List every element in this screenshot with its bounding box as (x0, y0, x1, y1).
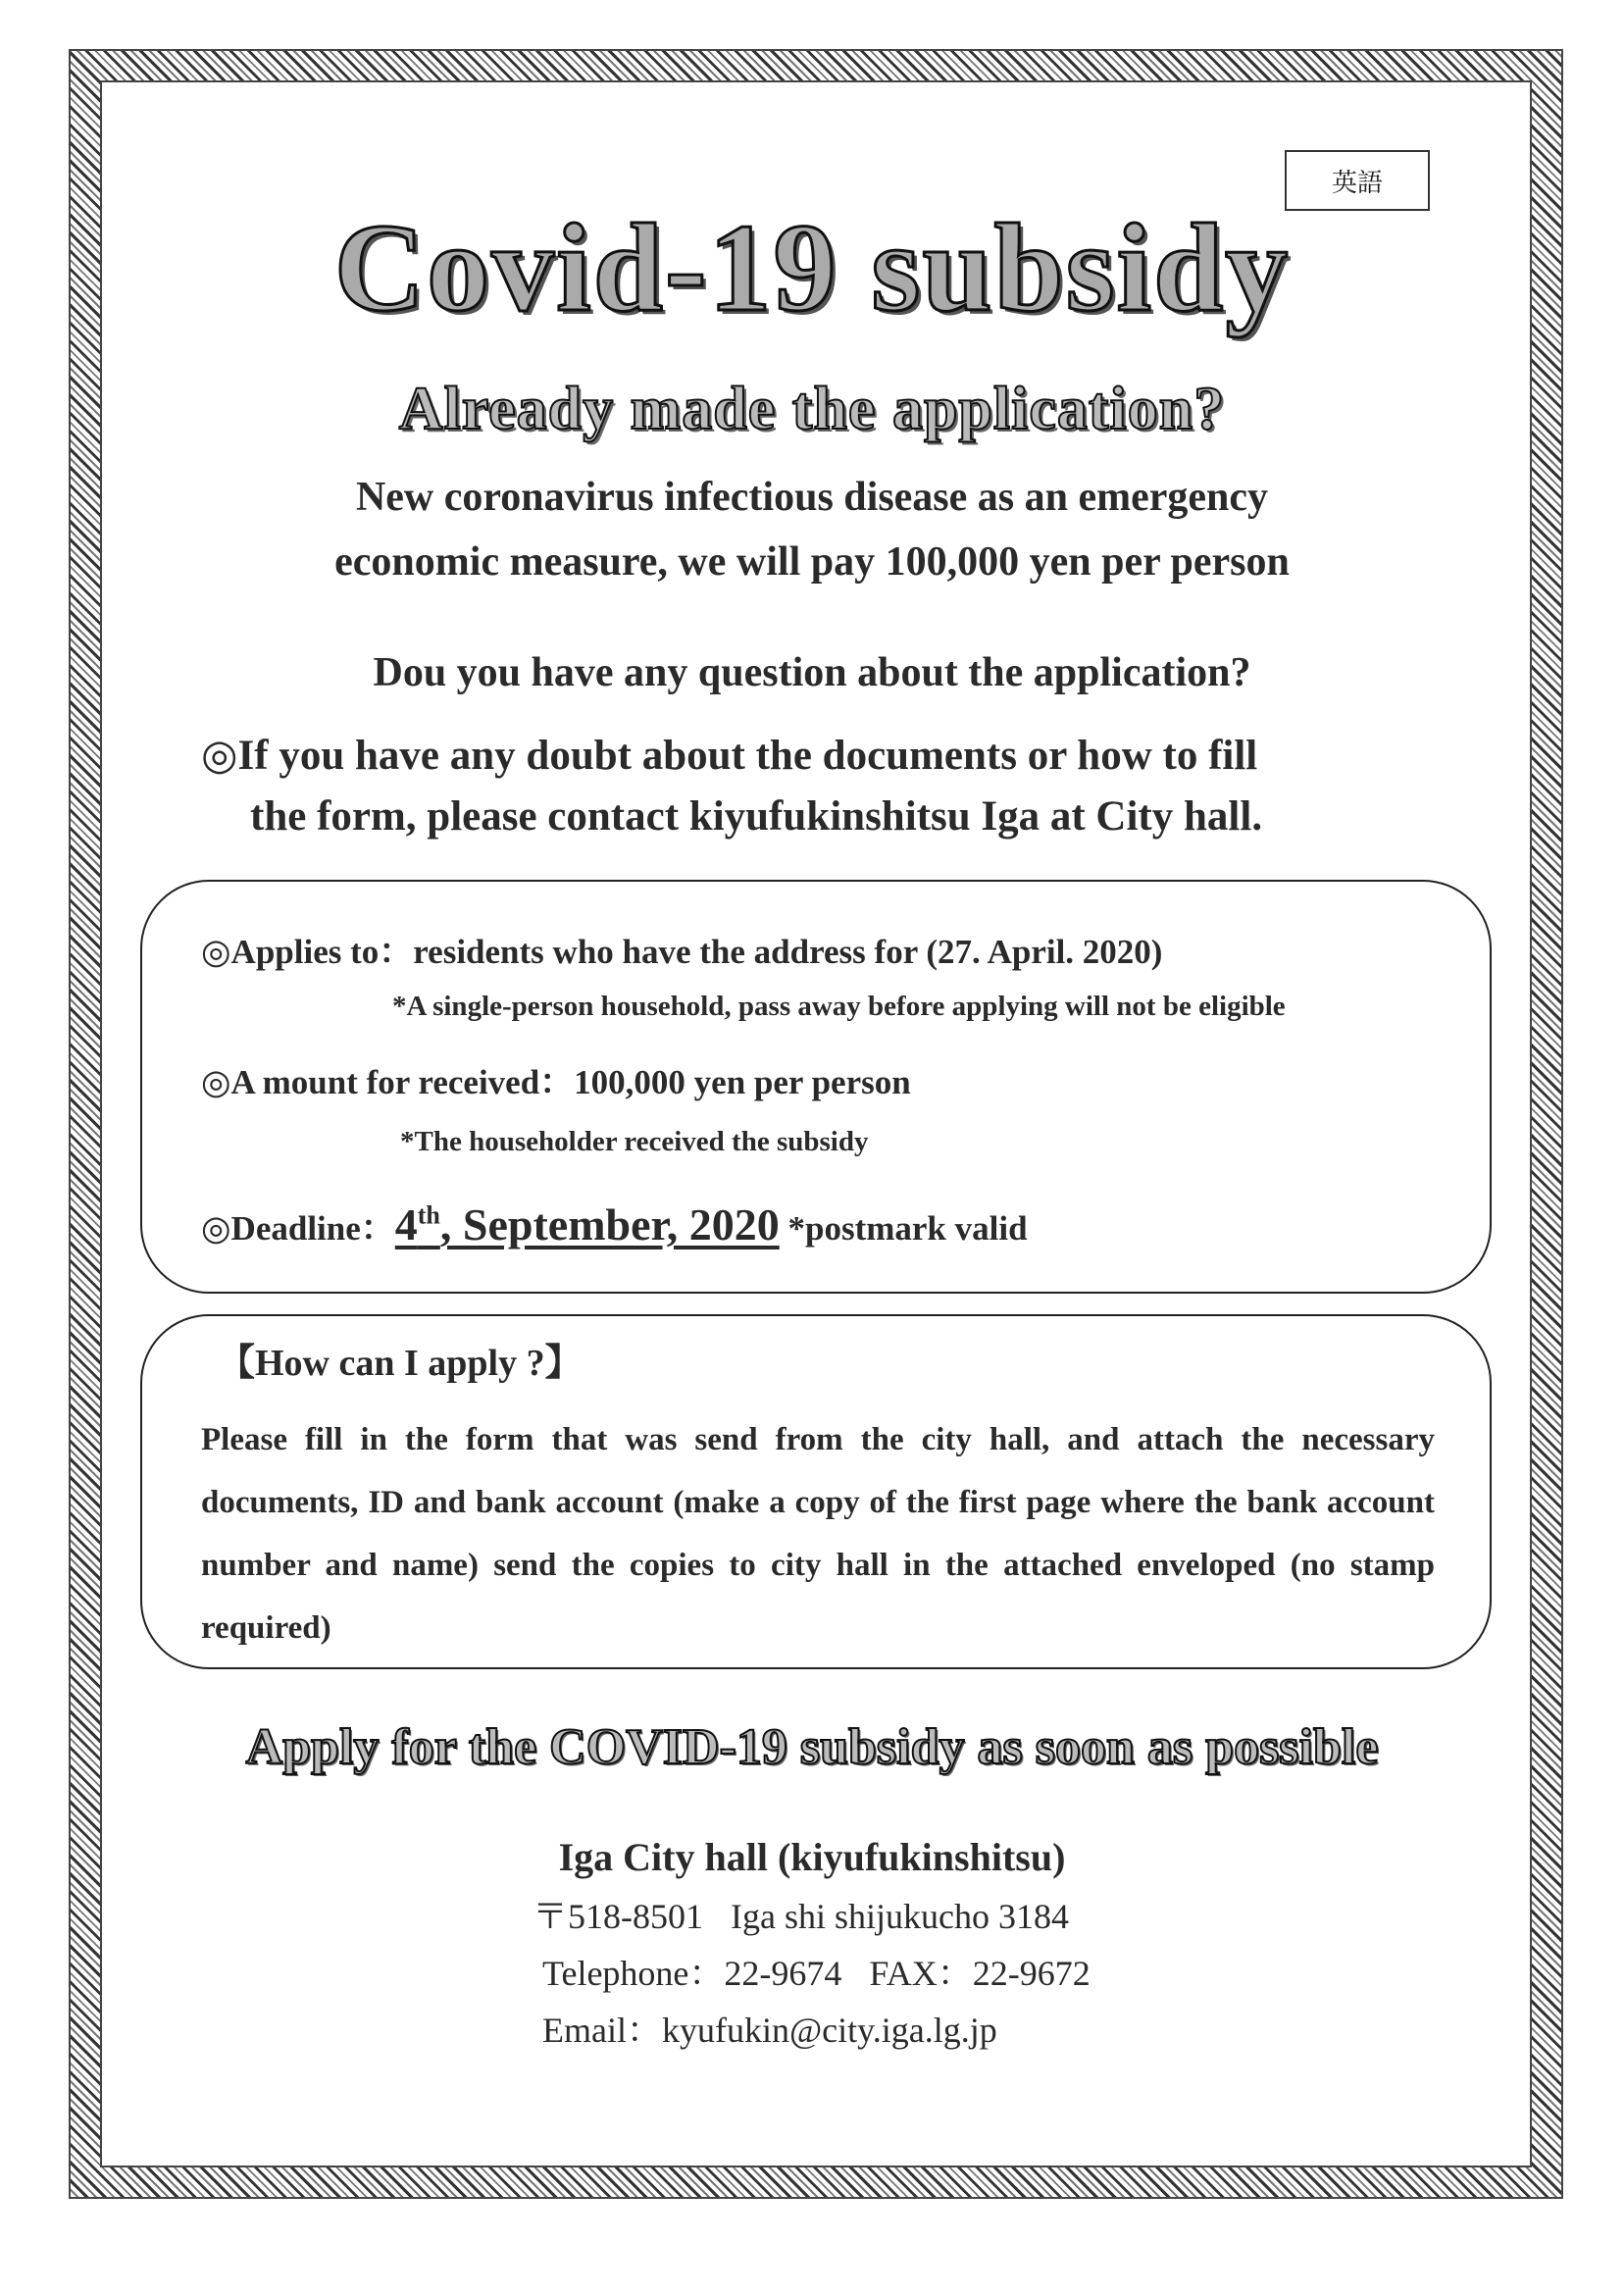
applies-to-label: ◎Applies to： (201, 933, 414, 971)
contact-note-line-2: the form, please contact kiyufukinshitsu Iga at City hall. (250, 793, 1263, 840)
deadline-label: ◎Deadline： (201, 1209, 395, 1248)
fax: FAX：22-9672 (869, 1954, 1091, 1993)
deadline-day-suffix: th (417, 1200, 440, 1230)
deadline-month-year: , September, 2020 (439, 1199, 780, 1249)
email-line (533, 2002, 1091, 2059)
deadline-row (201, 1198, 1028, 1250)
office-name: Iga City hall (kiyufukinshitsu) (558, 1835, 1066, 1879)
applies-to-value: residents who have the address for (27. April. 2020) (413, 933, 1163, 971)
amount-value: 100,000 yen per person (574, 1063, 911, 1101)
deadline-day: 4 (394, 1199, 418, 1249)
apply-now-banner: Apply for the COVID-19 subsidy as soon as possible (245, 1719, 1379, 1775)
intro-text (0, 465, 1624, 594)
amount-label: ◎A mount for received： (201, 1063, 575, 1101)
how-to-apply-body: Please fill in the form that was send from the city hall, and attach the necessary documents, ID and bank account (make a copy of the first page where the bank account number and name) send the copies to city hall in the attached enveloped (no stamp required) (201, 1422, 1435, 1646)
contact-details (533, 1888, 1091, 2059)
telephone: Telephone：22-9674 (542, 1954, 842, 1993)
language-tag: 英語 (1285, 150, 1430, 211)
applies-to-note: *A single-person household, pass away before applying will not be eligible (392, 991, 1286, 1022)
amount-row (201, 1055, 911, 1104)
how-to-apply-heading: 【How can I apply ?】 (218, 1343, 583, 1384)
page-subtitle: Already made the application? (398, 376, 1226, 442)
address-line (533, 1888, 1091, 1945)
contact-note (201, 726, 1456, 847)
deadline-date (395, 1199, 780, 1249)
intro-line-1: New coronavirus infectious disease as an emergency (355, 475, 1269, 520)
email: Email：kyufukin@city.iga.lg.jp (542, 2011, 997, 2050)
page-title: Covid-19 subsidy (333, 198, 1291, 337)
street-address: Iga shi shijukucho 3184 (731, 1897, 1069, 1936)
amount-note: *The householder received the subsidy (400, 1126, 869, 1157)
deadline-note: *postmark valid (787, 1209, 1028, 1248)
phone-line (533, 1945, 1091, 2002)
intro-line-2: economic measure, we will pay 100,000 yen per person (334, 539, 1290, 585)
applies-to-row (201, 925, 1162, 974)
contact-note-line-1: ◎If you have any doubt about the documents or how to fill (201, 733, 1258, 779)
postal-code: 〒518-8501 (533, 1897, 703, 1936)
question-heading: Dou you have any question about the application? (373, 650, 1251, 695)
